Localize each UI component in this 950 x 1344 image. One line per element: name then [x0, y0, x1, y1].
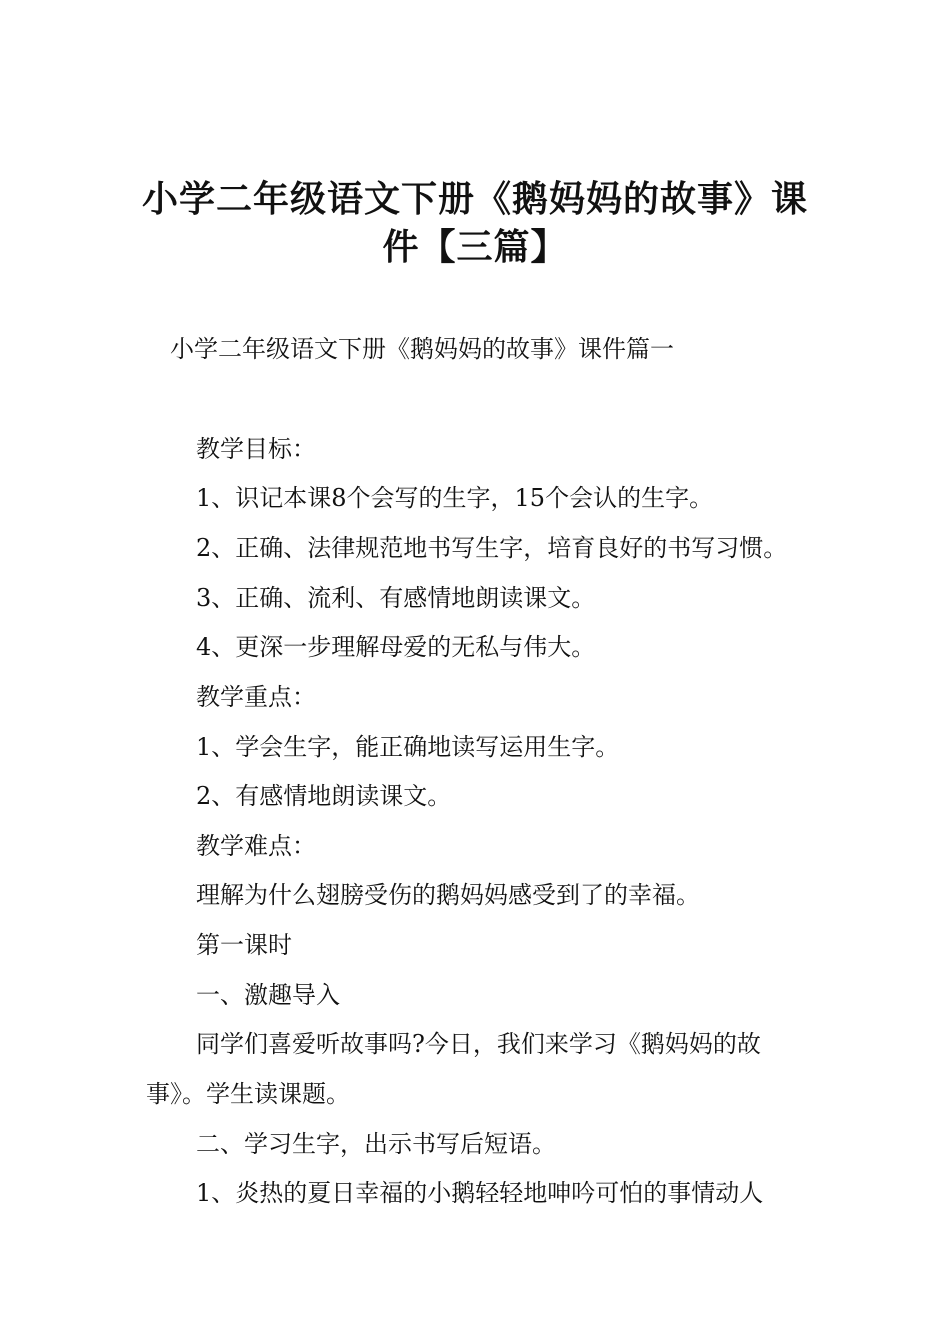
body-line: 一、激趣导入 — [196, 981, 340, 1009]
body-line: 理解为什么翅膀受伤的鹅妈妈感受到了的幸福。 — [196, 881, 700, 909]
body-line: 1、识记本课8个会写的生字，15个会认的生字。 — [196, 484, 714, 512]
body-line: 教学重点： — [196, 683, 316, 711]
body-line: 事》。学生读课题。 — [146, 1080, 350, 1108]
body-line: 第一课时 — [196, 931, 292, 959]
section-heading: 小学二年级语文下册《鹅妈妈的故事》课件篇一 — [170, 335, 674, 363]
body-line: 教学目标： — [196, 435, 316, 463]
document-title-line-2: 件【三篇】 — [382, 227, 568, 268]
body-line: 1、学会生字，能正确地读写运用生字。 — [196, 733, 620, 761]
body-line: 二、学习生字，出示书写后短语。 — [196, 1130, 556, 1158]
document-title-line-1: 小学二年级语文下册《鹅妈妈的故事》课 — [141, 179, 808, 220]
body-line: 3、正确、流利、有感情地朗读课文。 — [196, 584, 596, 612]
body-line: 1、炎热的夏日幸福的小鹅轻轻地呻吟可怕的事情动人 — [196, 1179, 764, 1207]
body-line: 2、有感情地朗读课文。 — [196, 782, 452, 810]
body-line: 教学难点： — [196, 832, 316, 860]
body-line: 同学们喜爱听故事吗?今日，我们来学习《鹅妈妈的故 — [196, 1030, 761, 1058]
body-line: 2、正确、法律规范地书写生字，培育良好的书写习惯。 — [196, 534, 788, 562]
body-line: 4、更深一步理解母爱的无私与伟大。 — [196, 633, 596, 661]
